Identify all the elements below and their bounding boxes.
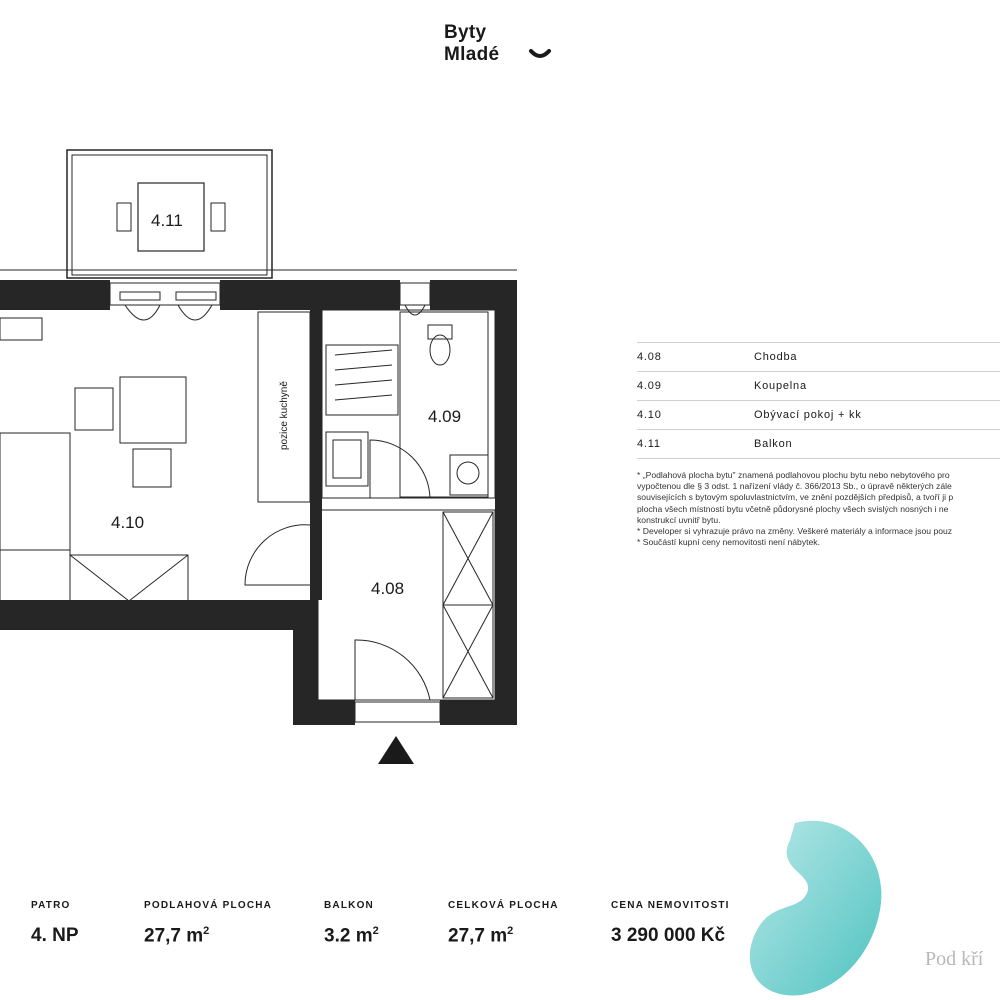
room-label-408: 4.08 bbox=[371, 579, 405, 598]
brand-line-2: Mladé bbox=[444, 44, 500, 65]
balcony-411 bbox=[67, 150, 272, 278]
watermark: Pod kří bbox=[925, 948, 984, 970]
room-label-409: 4.09 bbox=[428, 407, 462, 426]
room-table bbox=[637, 342, 1000, 459]
living-room-410 bbox=[0, 312, 310, 601]
stat-value: 27,7 $m^2$ bbox=[144, 925, 210, 947]
room-name: Obývací pokoj + kk bbox=[754, 409, 862, 421]
stat-label: BALKON bbox=[324, 900, 374, 911]
brand-line-1: Byty bbox=[444, 22, 487, 43]
footnote-line: * Součástí kupní ceny nemovitosti není nábytek. bbox=[637, 537, 820, 548]
stat-value: 4. NP bbox=[31, 925, 79, 946]
entrance-arrow-icon bbox=[378, 736, 414, 764]
room-code: 4.09 bbox=[637, 380, 662, 392]
room-code: 4.08 bbox=[637, 351, 662, 363]
stat-label: PATRO bbox=[31, 900, 71, 911]
room-name: Koupelna bbox=[754, 380, 807, 392]
footnote-line: * „Podlahová plocha bytu" znamená podlahovou plochu bytu nebo nebytového pro bbox=[637, 470, 950, 480]
stats-bar bbox=[0, 900, 1000, 1000]
room-label-411: 4.11 bbox=[151, 211, 183, 230]
stat-value: 27,7 $m^2$ bbox=[448, 925, 514, 947]
footnote-line: * Developer si vyhrazuje právo na změny. Veškeré materiály a informace jsou pouz bbox=[637, 526, 953, 537]
stat-label: PODLAHOVÁ PLOCHA bbox=[144, 900, 273, 911]
room-code: 4.11 bbox=[637, 438, 661, 450]
room-name: Chodba bbox=[754, 351, 798, 363]
kitchen-position-label: pozice kuchyně bbox=[279, 381, 290, 450]
stat-label: CELKOVÁ PLOCHA bbox=[448, 900, 559, 911]
room-name: Balkon bbox=[754, 438, 793, 450]
footnote-line: plocha všech místností bytu včetně půdorysné plochy všech svislých nosných i ne bbox=[637, 503, 949, 514]
stat-floor bbox=[31, 900, 79, 947]
floor-plan bbox=[0, 0, 620, 780]
table-row bbox=[637, 342, 1000, 372]
table-row bbox=[637, 372, 1000, 401]
stat-price bbox=[611, 900, 730, 947]
stat-value: 3.2 $m^2$ bbox=[324, 925, 379, 947]
footnote-line: vypočtenou dle § 3 odst. 1 nařízení vlády č. 366/2013 Sb., o úpravě některých zále bbox=[637, 481, 952, 492]
footnote-line: souvisejících s bytovým spoluvlastnictvím, ve znění pozdějších předpisů, a tvoří ji p bbox=[637, 492, 954, 503]
stat-label: CENA NEMOVITOSTI bbox=[611, 900, 730, 911]
stat-floor-area bbox=[144, 900, 272, 947]
footnote-line: konstrukcí uvnitř bytu. bbox=[637, 514, 721, 525]
room-code: 4.10 bbox=[637, 409, 662, 421]
room-label-410: 4.10 bbox=[111, 513, 145, 532]
hall-408 bbox=[318, 510, 495, 722]
footnotes bbox=[637, 470, 1000, 548]
stat-balcony bbox=[324, 900, 379, 947]
bathroom-409 bbox=[322, 310, 495, 498]
table-row bbox=[637, 401, 1000, 430]
stat-value: 3 290 000 Kč bbox=[611, 925, 726, 946]
stat-total-area bbox=[448, 900, 559, 947]
table-row bbox=[637, 430, 1000, 459]
